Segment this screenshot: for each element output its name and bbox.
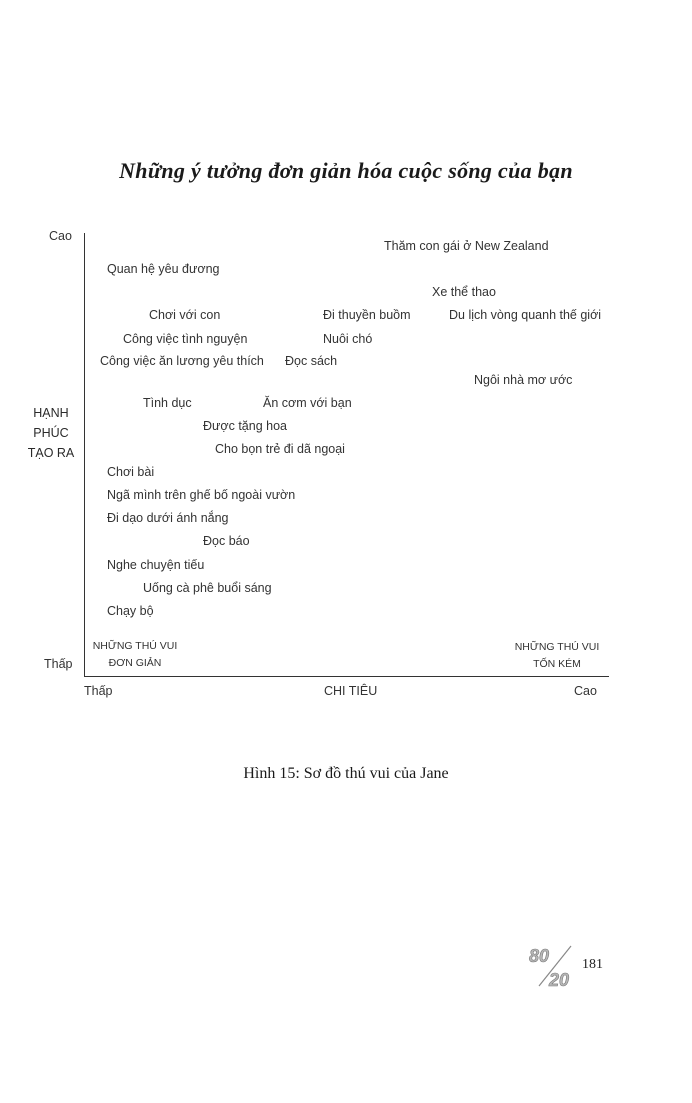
y-axis-label-line: TẠO RA	[27, 446, 75, 460]
figure-caption: Hình 15: Sơ đồ thú vui của Jane	[243, 765, 449, 782]
plot-item: Được tặng hoa	[203, 419, 287, 433]
plot-item: Chạy bộ	[107, 604, 154, 618]
plot-item: Uống cà phê buổi sáng	[143, 581, 272, 595]
plot-item: Nghe chuyện tiếu	[107, 558, 205, 572]
corner-label-line: NHỮNG THÚ VUI	[514, 641, 600, 653]
corner-label-line: NHỮNG THÚ VUI	[92, 640, 178, 652]
plot-item: Cho bọn trẻ đi dã ngoại	[215, 442, 345, 456]
plot-item: Chơi bài	[107, 465, 155, 479]
plot-item: Ngôi nhà mơ ước	[474, 373, 573, 387]
corner-label-line: ĐƠN GIẢN	[108, 657, 162, 669]
book-logo-8020	[527, 942, 579, 990]
plot-item: Ngã mình trên ghế bố ngoài vườn	[107, 488, 296, 502]
logo-top-number: 80	[529, 946, 550, 966]
corner-label-costly-pleasures	[510, 639, 604, 673]
plot-item: Đọc sách	[285, 354, 338, 368]
x-axis-high-label: Cao	[574, 684, 597, 698]
y-axis-line	[84, 233, 85, 677]
y-axis-label-line: HẠNH	[33, 406, 69, 420]
plot-item: Chơi với con	[149, 308, 221, 322]
plot-item: Du lịch vòng quanh thế giới	[449, 308, 602, 322]
plot-item: Công việc ăn lương yêu thích	[100, 354, 264, 368]
x-axis-low-label: Thấp	[84, 684, 113, 698]
x-axis-line	[84, 676, 609, 677]
plot-item: Đi thuyền buồm	[323, 308, 411, 322]
plot-item: Công việc tình nguyện	[123, 332, 248, 346]
y-axis-label-line: PHÚC	[33, 426, 69, 440]
y-axis-label	[20, 403, 82, 463]
plot-item: Xe thể thao	[432, 285, 496, 299]
y-axis-high-label: Cao	[49, 229, 72, 243]
plot-item: Nuôi chó	[323, 332, 373, 346]
y-axis-low-label: Thấp	[44, 657, 73, 671]
plot-item: Đi dạo dưới ánh nắng	[107, 511, 229, 525]
logo-bottom-number: 20	[549, 970, 570, 990]
page-title: Những ý tưởng đơn giản hóa cuộc sống của bạn	[119, 158, 573, 183]
corner-label-simple-pleasures	[88, 638, 182, 672]
plot-item: Ăn cơm với bạn	[263, 396, 352, 410]
plot-item: Tình dục	[143, 396, 192, 410]
plot-item: Đọc báo	[203, 534, 250, 548]
page-number: 181	[582, 957, 603, 972]
x-axis-title: CHI TIÊU	[324, 684, 378, 698]
plot-item: Quan hệ yêu đương	[107, 262, 220, 276]
plot-item: Thăm con gái ở New Zealand	[384, 239, 549, 253]
corner-label-line: TỐN KÉM	[533, 658, 581, 670]
